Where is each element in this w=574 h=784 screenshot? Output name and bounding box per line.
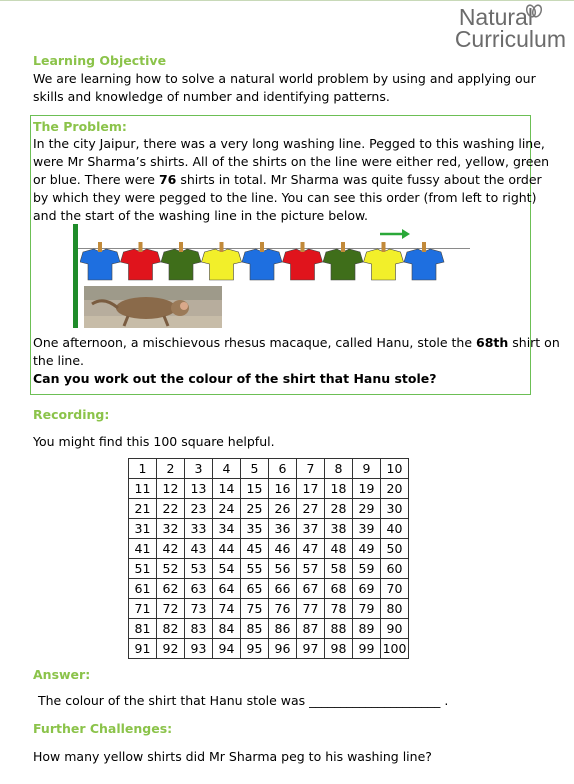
hundred-square-cell: 87 <box>297 619 325 639</box>
hundred-square-cell: 77 <box>297 599 325 619</box>
hundred-square-cell: 55 <box>241 559 269 579</box>
hundred-square-cell: 8 <box>325 459 353 479</box>
hundred-square-cell: 96 <box>269 639 297 659</box>
hundred-square-cell: 37 <box>297 519 325 539</box>
problem-after-1a: One afternoon, a mischievous rhesus macaque, called Hanu, stole the <box>33 335 476 350</box>
hundred-square-cell: 38 <box>325 519 353 539</box>
answer-prompt: The colour of the shirt that Hanu stole was <box>38 693 310 708</box>
hundred-square-cell: 33 <box>185 519 213 539</box>
answer-sentence <box>38 692 448 710</box>
washing-line-pole <box>73 224 78 328</box>
hundred-square-cell: 46 <box>269 539 297 559</box>
hundred-square-cell: 24 <box>213 499 241 519</box>
hundred-square-cell: 53 <box>185 559 213 579</box>
hundred-square-cell: 19 <box>353 479 381 499</box>
shirt <box>161 242 201 280</box>
hundred-square-cell: 82 <box>157 619 185 639</box>
hundred-square-cell: 61 <box>129 579 157 599</box>
shirt <box>80 242 120 280</box>
objective-line-2: skills and knowledge of number and identifying patterns. <box>33 89 390 104</box>
hundred-square-cell: 86 <box>269 619 297 639</box>
brand-line-1: Natural <box>458 4 533 30</box>
hundred-square-row <box>129 519 409 539</box>
peg-icon <box>179 242 183 252</box>
problem-line-2: were Mr Sharma’s shirts. All of the shirts on the line were either red, yellow, green <box>33 154 550 169</box>
hundred-square-row <box>129 619 409 639</box>
hundred-square-cell: 45 <box>241 539 269 559</box>
hundred-square-cell: 98 <box>325 639 353 659</box>
hundred-square-cell: 79 <box>353 599 381 619</box>
hundred-square-row <box>129 579 409 599</box>
hundred-square-cell: 34 <box>213 519 241 539</box>
butterfly-icon <box>525 4 543 20</box>
hundred-square-cell: 20 <box>381 479 409 499</box>
hundred-square-cell: 15 <box>241 479 269 499</box>
hundred-square-cell: 16 <box>269 479 297 499</box>
hundred-square-cell: 39 <box>353 519 381 539</box>
hundred-square-row <box>129 639 409 659</box>
peg-icon <box>260 242 264 252</box>
hundred-square-cell: 92 <box>157 639 185 659</box>
shirt-icon <box>161 249 201 280</box>
hundred-square-cell: 6 <box>269 459 297 479</box>
shirt-icon <box>323 249 363 280</box>
hundred-square-cell: 64 <box>213 579 241 599</box>
hundred-square-cell: 93 <box>185 639 213 659</box>
shirt-icon <box>121 249 161 280</box>
direction-arrow-icon <box>380 228 410 240</box>
hundred-square-cell: 28 <box>325 499 353 519</box>
hundred-square-cell: 50 <box>381 539 409 559</box>
hundred-square-cell: 97 <box>297 639 325 659</box>
hundred-square-cell: 23 <box>185 499 213 519</box>
hundred-square-row <box>129 559 409 579</box>
answer-heading: Answer: <box>33 667 91 682</box>
hundred-square-cell: 26 <box>269 499 297 519</box>
hundred-square-cell: 52 <box>157 559 185 579</box>
hundred-square-cell: 42 <box>157 539 185 559</box>
macaque-photo <box>84 286 222 328</box>
problem-after-line-2: the line. <box>33 353 85 368</box>
problem-after-1c: shirt on <box>508 335 560 350</box>
shirt-icon <box>242 249 282 280</box>
hundred-square-cell: 63 <box>185 579 213 599</box>
hundred-square-cell: 40 <box>381 519 409 539</box>
hundred-square-cell: 7 <box>297 459 325 479</box>
further-heading: Further Challenges: <box>33 721 173 736</box>
hundred-square-cell: 76 <box>269 599 297 619</box>
hundred-square-cell: 73 <box>185 599 213 619</box>
hundred-square-cell: 99 <box>353 639 381 659</box>
objective-line-1: We are learning how to solve a natural world problem by using and applying our <box>33 71 536 86</box>
objective-heading: Learning Objective <box>33 53 167 68</box>
shirt-icon <box>80 249 120 280</box>
peg-icon <box>98 242 102 252</box>
hundred-square-cell: 2 <box>157 459 185 479</box>
problem-line-3 <box>33 171 542 189</box>
hundred-square-cell: 60 <box>381 559 409 579</box>
hundred-square-cell: 41 <box>129 539 157 559</box>
answer-end: . <box>440 693 449 708</box>
peg-icon <box>341 242 345 252</box>
problem-question: Can you work out the colour of the shirt that Hanu stole? <box>33 371 437 386</box>
hundred-square-cell: 10 <box>381 459 409 479</box>
hundred-square-cell: 30 <box>381 499 409 519</box>
hundred-square-cell: 59 <box>353 559 381 579</box>
hundred-square-cell: 51 <box>129 559 157 579</box>
hundred-square-cell: 29 <box>353 499 381 519</box>
problem-line-3b: shirts in total. Mr Sharma was quite fussy about the order <box>176 172 542 187</box>
shirt-icon <box>404 249 444 280</box>
shirt <box>283 242 323 280</box>
shirt <box>202 242 242 280</box>
shirt <box>242 242 282 280</box>
hundred-square-cell: 44 <box>213 539 241 559</box>
shirt <box>364 242 404 280</box>
hundred-square-cell: 71 <box>129 599 157 619</box>
hundred-square-cell: 1 <box>129 459 157 479</box>
hundred-square-cell: 35 <box>241 519 269 539</box>
hundred-square-cell: 47 <box>297 539 325 559</box>
hundred-square-cell: 84 <box>213 619 241 639</box>
hundred-square-cell: 95 <box>241 639 269 659</box>
hundred-square-cell: 90 <box>381 619 409 639</box>
hundred-square-cell: 56 <box>269 559 297 579</box>
hundred-square-cell: 54 <box>213 559 241 579</box>
hundred-square-cell: 65 <box>241 579 269 599</box>
shirt <box>121 242 161 280</box>
hundred-square-row <box>129 499 409 519</box>
hundred-square-cell: 69 <box>353 579 381 599</box>
hundred-square-cell: 78 <box>325 599 353 619</box>
hundred-square-row <box>129 599 409 619</box>
hundred-square-cell: 67 <box>297 579 325 599</box>
hundred-square-cell: 12 <box>157 479 185 499</box>
hundred-square-cell: 32 <box>157 519 185 539</box>
hundred-square-cell: 49 <box>353 539 381 559</box>
problem-line-4: by which they were pegged to the line. You can see this order (from left to right) <box>33 190 537 205</box>
hundred-square-cell: 43 <box>185 539 213 559</box>
answer-blank[interactable]: _____________________ <box>309 693 441 708</box>
shirt <box>323 242 363 280</box>
brand-line-2: Curriculum <box>454 26 566 52</box>
stolen-shirt-number: 68th <box>476 335 509 350</box>
peg-icon <box>220 242 224 252</box>
shirt <box>404 242 444 280</box>
problem-heading: The Problem: <box>33 119 127 134</box>
hundred-square-row <box>129 539 409 559</box>
problem-line-1: In the city Jaipur, there was a very long washing line. Pegged to this washing line, <box>33 136 545 151</box>
hundred-square <box>128 458 409 659</box>
hundred-square-cell: 13 <box>185 479 213 499</box>
hundred-square-cell: 72 <box>157 599 185 619</box>
recording-hint: You might find this 100 square helpful. <box>33 434 275 449</box>
hundred-square-cell: 9 <box>353 459 381 479</box>
recording-heading: Recording: <box>33 407 110 422</box>
hundred-square-cell: 4 <box>213 459 241 479</box>
peg-icon <box>301 242 305 252</box>
hundred-square-cell: 57 <box>297 559 325 579</box>
hundred-square-cell: 70 <box>381 579 409 599</box>
hundred-square-cell: 62 <box>157 579 185 599</box>
hundred-square-row <box>129 479 409 499</box>
problem-line-3a: or blue. There were <box>33 172 155 187</box>
peg-icon <box>382 242 386 252</box>
hundred-square-cell: 58 <box>325 559 353 579</box>
shirt-icon <box>202 249 242 280</box>
hundred-square-cell: 36 <box>269 519 297 539</box>
hundred-square-cell: 91 <box>129 639 157 659</box>
hundred-square-cell: 48 <box>325 539 353 559</box>
hundred-square-cell: 21 <box>129 499 157 519</box>
shirt-icon <box>283 249 323 280</box>
hundred-square-cell: 88 <box>325 619 353 639</box>
shirt-total: 76 <box>158 172 177 187</box>
hundred-square-cell: 14 <box>213 479 241 499</box>
hundred-square-cell: 3 <box>185 459 213 479</box>
hundred-square-cell: 68 <box>325 579 353 599</box>
further-question: How many yellow shirts did Mr Sharma peg to his washing line? <box>33 749 432 764</box>
hundred-square-cell: 81 <box>129 619 157 639</box>
hundred-square-cell: 75 <box>241 599 269 619</box>
hundred-square-cell: 85 <box>241 619 269 639</box>
hundred-square-cell: 5 <box>241 459 269 479</box>
hundred-square-cell: 25 <box>241 499 269 519</box>
brand-logo <box>455 6 566 50</box>
top-divider <box>0 0 574 1</box>
hundred-square-cell: 83 <box>185 619 213 639</box>
peg-icon <box>139 242 143 252</box>
hundred-square-cell: 74 <box>213 599 241 619</box>
hundred-square-cell: 18 <box>325 479 353 499</box>
shirt-row <box>80 240 470 290</box>
hundred-square-cell: 31 <box>129 519 157 539</box>
hundred-square-cell: 66 <box>269 579 297 599</box>
problem-after-line-1 <box>33 334 560 352</box>
hundred-square-cell: 11 <box>129 479 157 499</box>
hundred-square-cell: 22 <box>157 499 185 519</box>
shirt-icon <box>364 249 404 280</box>
hundred-square-cell: 17 <box>297 479 325 499</box>
problem-line-5: and the start of the washing line in the picture below. <box>33 208 369 223</box>
hundred-square-cell: 100 <box>381 639 409 659</box>
hundred-square-cell: 80 <box>381 599 409 619</box>
peg-icon <box>422 242 426 252</box>
hundred-square-cell: 94 <box>213 639 241 659</box>
hundred-square-row <box>129 459 409 479</box>
hundred-square-cell: 89 <box>353 619 381 639</box>
hundred-square-cell: 27 <box>297 499 325 519</box>
